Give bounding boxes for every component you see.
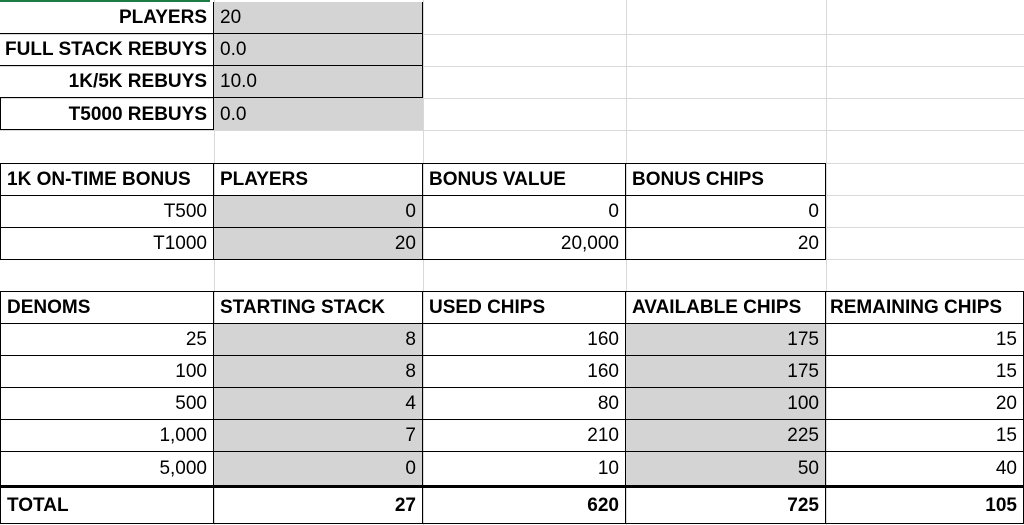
available-chips-cell[interactable]: 175 [626,356,826,388]
bonus-header-value[interactable]: BONUS VALUE [423,163,626,196]
used-chips-cell[interactable]: 10 [423,452,626,485]
total-starting-stack[interactable]: 27 [214,485,423,524]
total-used-chips[interactable]: 620 [423,485,626,524]
starting-stack-cell[interactable]: 7 [214,420,423,452]
bonus-header-name[interactable]: 1K ON-TIME BONUS [0,163,214,196]
denoms-header-starting-stack[interactable]: STARTING STACK [214,291,423,324]
bonus-row-name[interactable]: T500 [0,196,214,228]
used-chips-cell[interactable]: 160 [423,356,626,388]
settings-label-1k-5k-rebuys[interactable]: 1K/5K REBUYS [0,66,214,98]
bonus-row-value[interactable]: 0 [423,196,626,228]
denom-cell[interactable]: 5,000 [0,452,214,485]
used-chips-cell[interactable]: 160 [423,324,626,356]
remaining-chips-cell[interactable]: 15 [826,420,1024,452]
used-chips-cell[interactable]: 80 [423,388,626,420]
settings-value-t5000-rebuys[interactable]: 0.0 [214,98,423,130]
remaining-chips-cell[interactable]: 15 [826,356,1024,388]
bonus-header-players[interactable]: PLAYERS [214,163,423,196]
available-chips-cell[interactable]: 50 [626,452,826,485]
bonus-row-value[interactable]: 20,000 [423,228,626,260]
denoms-header-denoms[interactable]: DENOMS [0,291,214,324]
total-label[interactable]: TOTAL [0,485,214,524]
settings-label-t5000-rebuys[interactable]: T5000 REBUYS [0,98,214,130]
border-line [0,129,214,130]
bonus-header-chips[interactable]: BONUS CHIPS [626,163,826,196]
bonus-row-players[interactable]: 20 [214,228,423,260]
available-chips-cell[interactable]: 175 [626,324,826,356]
starting-stack-cell[interactable]: 8 [214,324,423,356]
settings-label-players[interactable]: PLAYERS [0,2,214,34]
denom-cell[interactable]: 500 [0,388,214,420]
bonus-row-name[interactable]: T1000 [0,228,214,260]
denom-cell[interactable]: 1,000 [0,420,214,452]
starting-stack-cell[interactable]: 0 [214,452,423,485]
remaining-chips-cell[interactable]: 15 [826,324,1024,356]
gridline [0,130,1024,131]
settings-value-1k-5k-rebuys[interactable]: 10.0 [214,66,423,98]
bonus-row-chips[interactable]: 20 [626,228,826,260]
remaining-chips-cell[interactable]: 40 [826,452,1024,485]
remaining-chips-cell[interactable]: 20 [826,388,1024,420]
denom-cell[interactable]: 25 [0,324,214,356]
bonus-row-chips[interactable]: 0 [626,196,826,228]
denoms-header-available-chips[interactable]: AVAILABLE CHIPS [626,291,826,324]
settings-value-players[interactable]: 20 [214,2,423,34]
total-available-chips[interactable]: 725 [626,485,826,524]
available-chips-cell[interactable]: 225 [626,420,826,452]
used-chips-cell[interactable]: 210 [423,420,626,452]
available-chips-cell[interactable]: 100 [626,388,826,420]
bonus-row-players[interactable]: 0 [214,196,423,228]
border-line [0,98,1,130]
denoms-header-used-chips[interactable]: USED CHIPS [423,291,626,324]
starting-stack-cell[interactable]: 8 [214,356,423,388]
total-remaining-chips[interactable]: 105 [826,485,1024,524]
settings-value-full-stack-rebuys[interactable]: 0.0 [214,34,423,66]
denom-cell[interactable]: 100 [0,356,214,388]
settings-label-full-stack-rebuys[interactable]: FULL STACK REBUYS [0,34,214,66]
denoms-header-remaining-chips[interactable]: REMAINING CHIPS [826,291,1024,324]
starting-stack-cell[interactable]: 4 [214,388,423,420]
